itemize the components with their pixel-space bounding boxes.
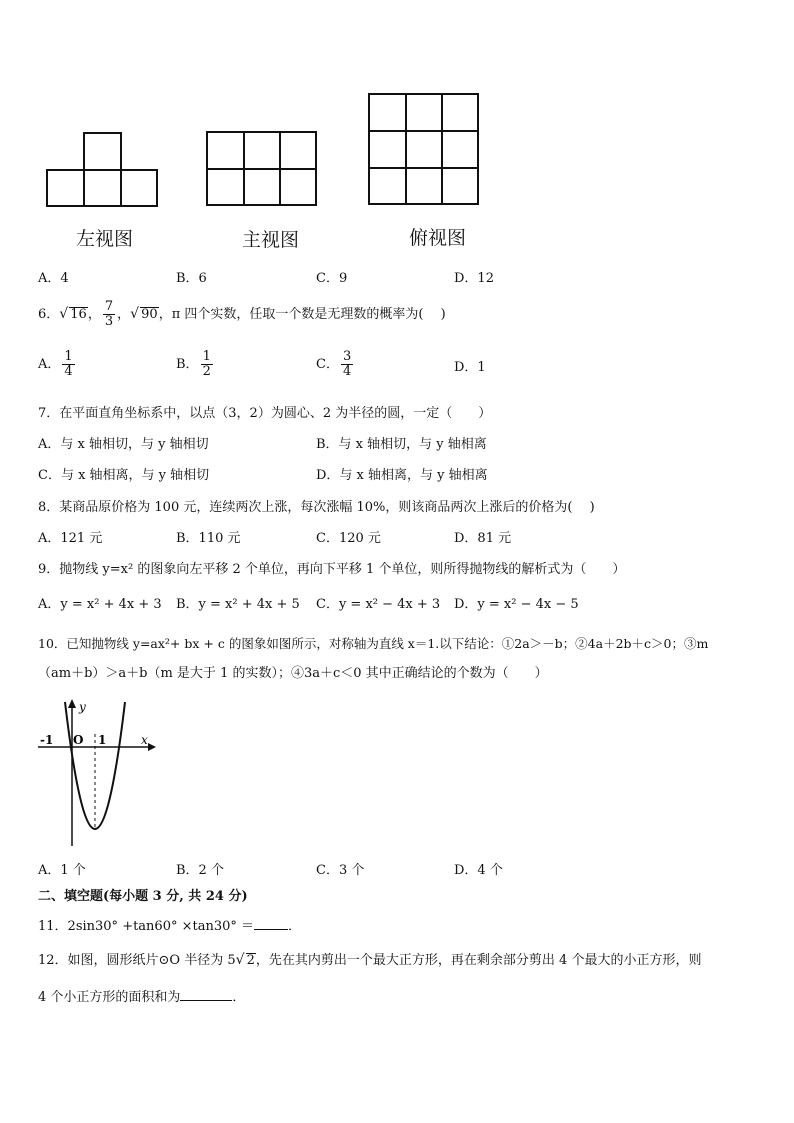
q6-option-b: B． $\frac{1}{2}$ bbox=[176, 349, 211, 379]
graph-neg-one-label: -1 bbox=[40, 733, 54, 747]
graph-origin-label: O bbox=[73, 733, 84, 747]
q9-stem: 9．抛物线 y=x² 的图象向左平移 2 个单位，再向下平移 1 个单位，则所得抛物线的解析式为（ ） bbox=[38, 562, 626, 577]
q8-stem: 8．某商品原价格为 100 元，连续两次上涨，每次涨幅 10%，则该商品两次上涨后的价格为( ) bbox=[38, 500, 595, 515]
q6-option-a: A． $\frac{1}{4}$ bbox=[38, 349, 73, 379]
section-2-title: 二、填空题(每小题 3 分, 共 24 分) bbox=[38, 889, 248, 904]
q5-option-d: D．12 bbox=[454, 271, 494, 286]
graph-one-label: 1 bbox=[98, 733, 107, 747]
q12-stem-line2: 4 个小正方形的面积和为 ． bbox=[38, 990, 246, 1005]
q10-option-d: D．4 个 bbox=[454, 863, 503, 878]
left-view-shape bbox=[47, 133, 157, 206]
q6-text: ，π 四个实数，任取一个数是无理数的概率为( ) bbox=[158, 307, 446, 322]
q6-fraction-7-3: $\frac{7}{3}$ bbox=[104, 299, 114, 329]
q7-option-d: D．与 x 轴相离，与 y 轴相离 bbox=[316, 468, 488, 483]
graph-x-label: x bbox=[141, 733, 148, 747]
q11-answer-blank[interactable] bbox=[254, 917, 288, 930]
top-view-label: 俯视图 bbox=[409, 227, 467, 249]
q6-sqrt-90: √ 90 bbox=[130, 307, 159, 323]
q6-sqrt-16: √ 16 bbox=[59, 307, 88, 323]
q11-stem: 11．2sin30° +tan60° ×tan30° ＝ ． bbox=[38, 919, 302, 934]
graph-y-label: y bbox=[79, 700, 86, 714]
q5-option-c: C．9 bbox=[316, 271, 348, 286]
y-axis-arrow-icon bbox=[68, 699, 76, 708]
q12-sqrt-2: √ 2 bbox=[236, 953, 256, 969]
q6-option-c: C． $\frac{3}{4}$ bbox=[316, 349, 352, 379]
q8-option-d: D．81 元 bbox=[454, 531, 512, 546]
q9-option-c: C．y = x² − 4x + 3 bbox=[316, 597, 441, 612]
front-view-shape bbox=[207, 132, 316, 205]
q6-stem: 6．√ 16， $\frac{7}{3}$ ，√ 90，π 四个实数，任取一个数是无理数的概率为( ) bbox=[38, 300, 446, 329]
q10-option-c: C．3 个 bbox=[316, 863, 365, 878]
three-views-figure bbox=[40, 85, 490, 220]
q10-parabola-graph bbox=[34, 696, 159, 851]
q9-option-b: B．y = x² + 4x + 5 bbox=[176, 597, 300, 612]
q8-option-a: A．121 元 bbox=[38, 531, 103, 546]
top-view-shape bbox=[369, 94, 478, 204]
q7-stem: 7．在平面直角坐标系中，以点（3，2）为圆心、2 为半径的圆，一定（ ） bbox=[38, 406, 492, 421]
q7-option-c: C．与 x 轴相离，与 y 轴相切 bbox=[38, 468, 210, 483]
q10-option-a: A．1 个 bbox=[38, 863, 86, 878]
q6-number: 6． bbox=[38, 307, 60, 322]
x-axis-arrow-icon bbox=[148, 743, 156, 751]
q5-option-b: B．6 bbox=[176, 271, 207, 286]
q9-option-a: A．y = x² + 4x + 3 bbox=[38, 597, 162, 612]
q10-stem-line2: （am＋b）＞a＋b（m 是大于 1 的实数）；④3a＋c＜0 其中正确结论的个数为（ ） bbox=[38, 666, 548, 681]
q10-option-b: B．2 个 bbox=[176, 863, 224, 878]
q12-stem-line1: 12．如图，圆形纸片⊙O 半径为 5√ 2，先在其内剪出一个最大正方形，再在剩余部分剪出 4 个最大的小正方形，则 bbox=[38, 953, 701, 969]
q5-option-a: A．4 bbox=[38, 271, 69, 286]
q8-option-b: B．110 元 bbox=[176, 531, 241, 546]
q7-option-b: B．与 x 轴相切，与 y 轴相离 bbox=[316, 437, 487, 452]
q6-option-d: D．1 bbox=[454, 360, 486, 375]
left-view-label: 左视图 bbox=[76, 228, 134, 250]
q10-stem-line1: 10．已知抛物线 y=ax²+ bx + c 的图象如图所示，对称轴为直线 x＝1.以下结论：①2a＞－b；②4a＋2b＋c＞0；③m bbox=[38, 636, 709, 651]
front-view-label: 主视图 bbox=[242, 229, 300, 251]
q12-answer-blank[interactable] bbox=[180, 988, 232, 1001]
q9-option-d: D．y = x² − 4x − 5 bbox=[454, 597, 579, 612]
q7-option-a: A．与 x 轴相切，与 y 轴相切 bbox=[38, 437, 209, 452]
q8-option-c: C．120 元 bbox=[316, 531, 381, 546]
